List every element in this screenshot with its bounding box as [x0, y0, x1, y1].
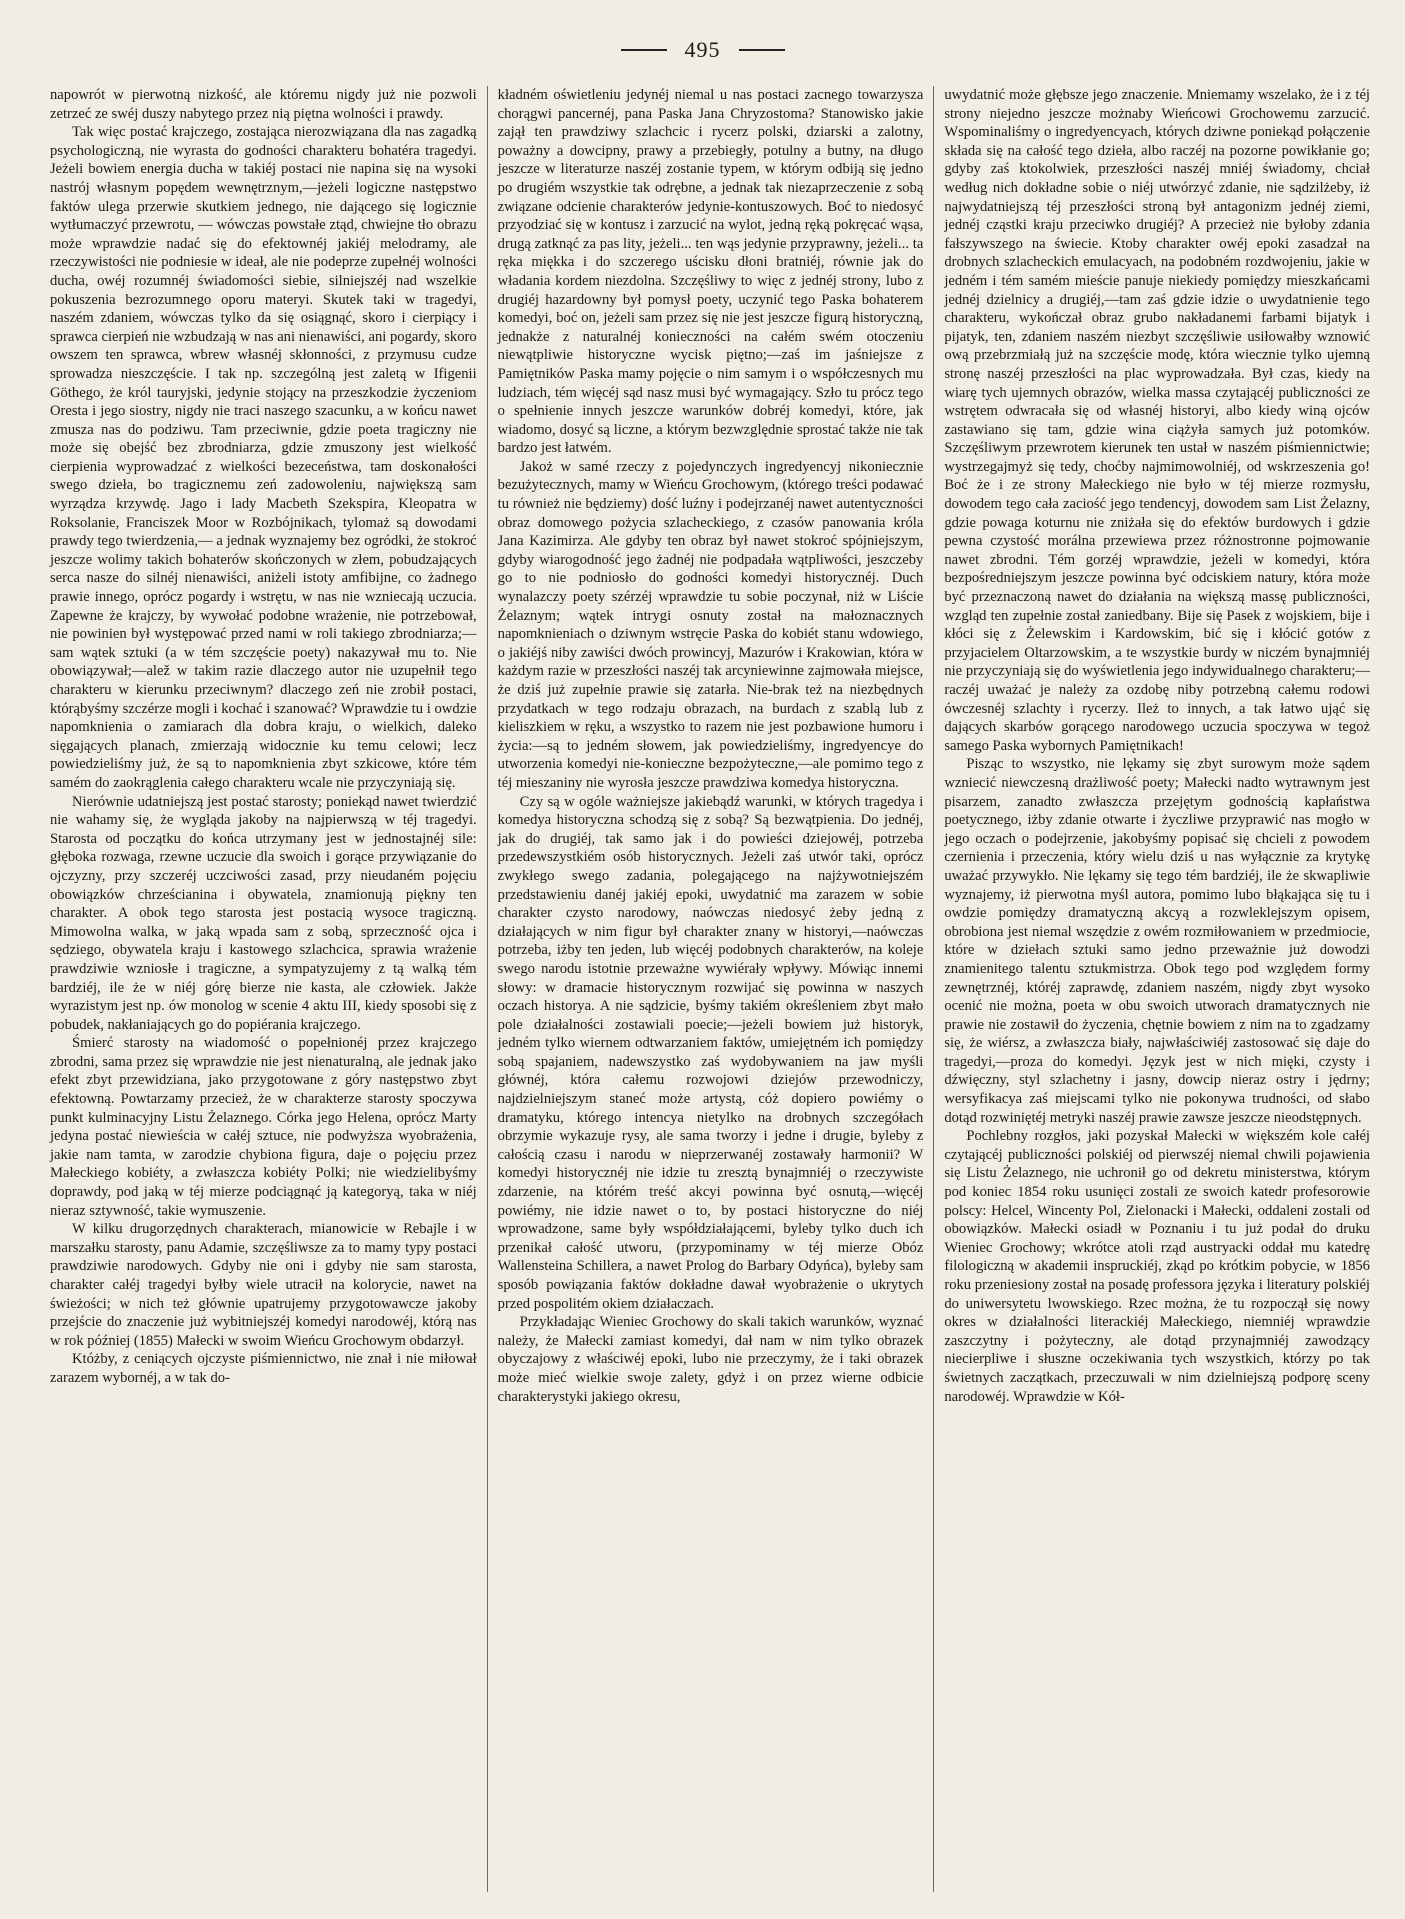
paragraph: Pisząc to wszystko, nie lękamy się zbyt surowym może sądem wzniecić niewczesną drażliwość poety; Małecki nadto wytrawnym jest pisarzem, zanadto zwłaszcza przejętym godnością kapłaństwa poetycznego, iżby zdanie otwarte i życzliwe przyprawić nas mogło w jego oczach o podejrzenie, jakobyśmy popisać się chcieli z powodem czernienia i przeczenia, który wielu dziś u nas wyłącznie za krytykę uważać przywykło. Nie lękamy się tego tém bardziéj, ile że skwapliwie wyznajemy, iż pierwotna myśl autora, pomimo lubo błąkająca się tu i owdzie pomiędzy dramatyczną akcyą a rozwleklejszym opisem, obrobiona jest niemal wszędzie z owém rozmiłowaniem w przedmiocie, które w dziełach sztuki samo jedno przeważnie już dowodzi znamienitego talentu sztukmistrza. Obok tego pod względem formy zewnętrznéj, któréj zaprawdę, zdaniem naszém, nigdy zbyt wysoko ocenić nie można, poeta w obu swoich utworach dramatycznych nie prawie nie zostawił do życzenia, chętnie bowiem z nim na to zgadzamy się, że wiérsz, a zwłaszcza biały, najwłaściwiéj zastosować się daje do tragedyi,—proza do komedyi. Język jest w nich mięki, czysty i dźwięczny, styl szlachetny i jasny, dowcip nieraz ostry i jędrny; wersyfikacya zaś miejscami tylko nie pokonywa trudności, od słabo dotąd rozwiniętéj metryki naszéj prawie zawsze jeszcze nieodstępnych.: [944, 756, 1370, 1126]
paragraph: Przykładając Wieniec Grochowy do skali takich warunków, wyznać należy, że Małecki zamiast komedyi, dał nam w nim tylko obrazek obyczajowy z właściwéj epoki, lubo nie przeczymy, że i taki obrazek może mieć wielkie swoje zalety, gdyż i on przez wierne odbicie charakterystyki jakiego okresu,: [497, 1314, 924, 1405]
left-rule: [621, 49, 667, 51]
paragraph: uwydatnić może głębsze jego znaczenie. Mniemamy wszelako, że i z téj strony niejedno jeszcze możnaby Wieńcowi Grochowemu zarzucić. Wspominaliśmy o ingredyencyach, których dziwne poniekąd połączenie składa się na całość tego dzieła, albo raczéj na pozorne powikłanie go; gdyby zaś ktokolwiek, przeszłości naszéj mniéj świadomy, chciał według nich dokładne sobie o niéj utwórzyć zdanie, nie sądzilżeby, iż najwydatniejszą téj przeszłości stroną był antagonizm jednéj ziemi, jednéj cząstki kraju przeciwko drugiéj? A przecież nie byłoby zdania fałszywszego na świecie. Ktoby charakter owéj epoki zasadzał na drobnych szlacheckich emulacyach, na podobném rozdwojeniu, jakie w jedném i tém samém mieście panuje niekiedy pomiędzy mieszkańcami jednéj dzielnicy a drugiéj,—tam zaś gdzie idzie o uwydatnienie tego charakteru, wykończał obraz grubo nakładanemi farbami bijatyk i pijatyk, ten, zdaniem naszém niezbyt szczęśliwie usiłowałby wznowić ową przebrzmiałą już na szczęście modę, która wiecznie tylko ujemną stronę naszéj przeszłości na plac wyprowadzała. Był czas, kiedy na wiarę tych ujemnych obrazów, wielka massa czytającéj publiczności ze wstrętem odwracała się od własnéj historyi, albo kiedy winą ojców zastawiano się tam, gdzie wina ciążyła samych już potomków. Szczęśliwym przewrotem kierunek ten ustał w naszém piśmiennictwie; wystrzegajmyż się tedy, choćby najmimowolniéj, od wskrzeszenia go! Boć że i ze strony Małeckiego nie było w téj mierze rozmysłu, dowodem tego cała zaciość jego tendencyj, dowodem sam List Żelazny, gdzie powaga koturnu nie zniżała się do efektów burdowych i gdzie pewna czystość morálna przewiewa przez różnostronne pojmowanie nawet zbrodni. Tém gorzéj wprawdzie, jeżeli w komedyi, która bezpośredniejszym jeszcze powinna być odciskiem natury, która może być przeznaczoną nawet do działania na większą massę publiczności, wzgląd ten zupełnie został zaniedbany. Bije się Pasek z wojskiem, bije i kłóci się z Żelewskim i Kardowskim, bić się i kłócić gotów z przyjacielem Oltarzowskim, a te wszystkie burdy w niczém bynajmniéj nie przyczyniają się do wyświetlenia jego indywidualnego charakteru;—raczéj uważać je należy za ozdobę niby potrzebną całemu rodowi ówczesnéj szlachty i rycerzy. Ileż to innych, a tak łatwo ująć się dających skarbów gorącego narodowego uczucia spoczywa w tegoż samego Paska wybornych Pamiętnikach!: [944, 87, 1370, 754]
column-2: [487, 86, 934, 1892]
text-columns: [40, 86, 1380, 1892]
column-1: [40, 86, 487, 1892]
paragraph: Któżby, z ceniących ojczyste piśmiennictwo, nie znał i nie miłował zarazem wybornéj, a w tak do-: [50, 1351, 477, 1386]
page-number: 495: [684, 37, 721, 62]
right-rule: [739, 49, 785, 51]
paragraph: Czy są w ogóle ważniejsze jakiebądź warunki, w których tragedya i komedya historyczna schodzą się z sobą? Są bezwątpienia. Do jednéj, jak do drugiéj, tak samo jak i do powieści dziejowéj, potrzeba przedewszystkiém osób historycznych. Jeżeli zaś utwór taki, oprócz zwykłego swego zadania, polegającego na najżywotniejszém przedstawieniu danéj jakiéj epoki, uwydatnić ma zarazem w sobie charakter czysto narodowy, naówczas niedosyć żeby jedną z działających w nim figur był charakter znany w historyi,—naówczas potrzeba, iżby ten jeden, lub więcéj podobnych charakterów, na koleje swego narodu istotnie przeważne wywiérały wpływy. Mówiąc innemi słowy: w dramacie historycznym rozwijać się powinna w naszych oczach historya. A nie sądzicie, byśmy takiém określeniem zbyt mało pole działalności zostawiali poecie;—jeżeli bowiem już historyk, jedném tylko wiernem odtwarzaniem faktów, umiejętném ich pomiędzy sobą spajaniem, nadewszystko zaś wydobywaniem na jaw myśli głównéj, która całemu rozwojowi dziejów przewodniczy, najdzielniejszym staneć może artystą, cóż dopiero powiémy o dramatyku, którego intencya nietylko na drobnych szczegółach obrzymie wykazuje rysy, ale sama tworzy i jedne i drugie, byleby z całością czasu i narodu w nieprzerwanéj zostawały harmonii? W komedyi historycznéj nie idzie tu zresztą bynajmniéj o rzeczywiste zdarzenie, na którém treść akcyi powinna być osnutą,—więcéj powiémy, nie idzie nawet o to, by postaci historyczne do niéj wprowadzone, same były współdziałającemi, byleby tylko duch ich przenikał całość utworu, (przypominamy w téj mierze Obóz Wallensteina Schillera, a nawet Prolog do Barbary Odyńca), byleby sam sposób powiązania faktów dokładne dawał wyobrażenie o ukrytych przed pospolitém okiem działaczach.: [497, 793, 924, 1312]
paragraph: napowrót w pierwotną nizkość, ale któremu nigdy już nie pozwoli zetrzeć ze swéj duszy nabytego przez nią piętna wolności i prawdy.: [50, 87, 477, 122]
paragraph: Pochlebny rozgłos, jaki pozyskał Małecki w większém kole całéj czytającéj publiczności polskiéj od pierwszéj niemal chwili pojawienia się Listu Żelaznego, nie uchronił go od dekretu ministerstwa, którym pod koniec 1854 roku usunięci zostali ze swoich katedr profesorowie polscy: Helcel, Wincenty Pol, Zielonacki i Małecki, oddaleni zostali od obowiązków. Małecki osiadł w Poznaniu i tu już podał do druku Wieniec Grochowy; wkrótce atoli rząd austryacki oddał mu katedrę filologiczną w akademii inspruckiéj, zkąd po krótkim pobycie, w 1856 roku przeniesiony został na posadę professora języka i literatury polskiéj do uniwersytetu lwowskiego. Rzec można, że tu rozpoczął się nowy okres w działalności literackiéj Małeckiego, niemniéj wprawdzie zaszczytny i pożyteczny, ale dotąd przynajmniéj zawodzący niecierpliwe i słuszne oczekiwania tych wszystkich, którzy po tak świetnych zaczątkach, przeczuwali w nim dzielniejszą podporę sceny narodowéj. Wprawdzie w Kół-: [944, 1128, 1370, 1405]
paragraph: Tak więc postać krajczego, zostająca nierozwiązana dla nas zagadką psychologiczną, nie wyrasta do godności charakteru bohatéra tragedyi. Jeżeli bowiem energia ducha w takiéj postaci nie napina się na wysoki nastrój własnym popędem wewnętrznym,—jeżeli logiczne następstwo faktów ulega przerwie skutkiem jednego, nie dającego się logicznie wytłumaczyć przewrotu, — wówczas powstałe ztąd, chwiejne tło obrazu może wprawdzie nadać się do efektownéj jakiéj melodramy, ale rzeczywistości nie podniesie w ideał, ale nie podeprze zupełnéj wolności ducha, owéj rozumnéj świadomości siebie, silniejszéj nad wszelkie pokuszenia bezrozumnego oporu materyi. Skutek taki w tragedyi, naszém zdaniem, wówczas tylko da się osiągnąć, skoro i cierpiący i sprawca cierpień nie wzbudzają w nas ani nienawiści, ani pogardy, skoro owszem ten sprawca, wbrew własnéj skłonności, z przymusu cudze sprowadza nieszczęście. I tak np. szczególną jest zaletą w Ifigenii Göthego, że król tauryjski, jedynie stojący na przeszkodzie życzeniom Oresta i jego siostry, nigdy nie traci naszego szacunku, a w końcu nawet zmusza nas do podziwu. Tam przeciwnie, gdzie poeta tragiczny nie może się obejść bez zbrodniarza, gdzie zmuszony jest wielkość cierpienia wyprowadzać z wielkości bezeceństwa, tam doskonałości swego dzieła, bo tragicznemu zeń zadowoleniu, największą sam wyrządza krzywdę. Jago i lady Macbeth Szekspira, Kleopatra w Roksolanie, Franciszek Moor w Rozbójnikach, tylomaż są dowodami prawdy tego twierdzenia,— a jednak wyznajemy bez ogródki, że stokroć jeszcze wolimy takich bohaterów skończonych w złem, pobudzających serca nasze do silnéj nienawiści, aniżeli istoty amfibijne, co żadnego prawie innego, oprócz pogardy i wstrętu, w nas nie wzniecają uczucia. Zapewne że krajczy, by wywołać podobne wrażenie, nie potrzebował, nie powinien był występować przed nami w roli takiego zbrodniarza;—sam wątek sztuki (a w tém szczęście poety) nakazywał mu to. Nie obowiązywał;—alež w takim razie dlaczego autor nie uzupełnił tego charakteru w kierunku przeciwnym? dlaczego zeń nie zrobił postaci, którąbyśmy szczérze mogli i kochać i szanować? Wprawdzie tu i owdzie napomknienia o zamiarach dla dobra kraju, o wielkich, daleko sięgających planach, zmierzają widocznie ku temu celowi; lecz powiedzieliśmy już, że są to napomknienia zbyt szkicowe, które tém samém do zaokrąglenia całego charakteru wcale nie przyczyniają się.: [50, 124, 477, 791]
paragraph: W kilku drugorzędnych charakterach, mianowicie w Rebajle i w marszałku starosty, panu Adamie, szczęśliwsze za to mamy typy postaci prawdziwie narodowych. Gdyby nie oni i gdyby nie sam starosta, charakter całéj tragedyi byłby wiele utracił na kolorycie, nawet na świeżości; w nich też głównie upatrujemy przygotowawcze jakoby przejście do znaczenie już wybitniejszéj komedyi narodowéj, którą nas w rok później (1855) Małecki w swoim Wieńcu Grochowym obdarzył.: [50, 1221, 477, 1349]
paragraph: Jakoż w samé rzeczy z pojedynczych ingredyencyj nikoniecznie bezużytecznych, mamy w Wieńcu Grochowym, (którego treści podawać tu również nie będziemy) dość luźny i podejrzanéj nawet autentyczności obraz domowego pożycia szlacheckiego, z czasów panowania króla Jana Kazimirza. Ale gdyby ten obraz był nawet stokroć spójniejszym, gdyby wiarogodność jego żadnéj nie podpadała wątpliwości, jeszczeby go to nie podniosło do godności komedyi historycznéj. Duch wynalazczy poety szérzéj wprawdzie tu sobie poczynał, niż w Liście Żelaznym; wątek intrygi osnuty został na małoznacznych napomknieniach o dziwnym wstręcie Paska do kobiét stanu wdowiego, o jakiéjś niby zawiści dwóch prowincyj, Mazurów i Krakowian, która w każdym razie w przeszłości naszéj tak arcyniewinne zajmowała miejsce, że dziś już zupełnie prawie się zatarła. Nie-brak też na niezbędnych przydatkach w tego rodzaju obrazach, na burdach z szablą lub z kieliszkiem w ręku, a wszystko to razem nie jest pozbawione humoru i życia:—są to jedném słowem, jak powiedzieliśmy, ingredyencye do utworzenia komedyi nie-konieczne bezpożyteczne,—ale pomimo tego z téj mieszaniny nie wyrosła jeszcze prawdziwa komedya historyczna.: [497, 458, 924, 791]
column-3: [933, 86, 1380, 1892]
paragraph: Śmierć starosty na wiadomość o popełnionéj przez krajczego zbrodni, sama przez się wprawdzie nie jest nienaturalną, ale jednak jako efekt zbyt przewidziana, jako przygotowane z góry następstwo zbyt efektowną. Powtarzamy przecież, że w charakterze starosty spoczywa punkt kulminacyjny Listu Żelaznego. Córka jego Helena, oprócz Marty jedyna postać niewieścia w całéj sztuce, nie podwyższa wyobrażenia, jakie nam tamta, w zarodzie chybiona figura, daje o pojęciu przez Małeckiego kobiéty, a zwłaszcza kobiéty Polki; nie wiedzielibyśmy doprawdy, pod jaką w téj mierze podciągnąć ją kategoryą, taka w niéj nieraz sztywność, takie wymuszenie.: [50, 1035, 477, 1219]
paragraph: Nierównie udatniejszą jest postać starosty; poniekąd nawet twierdzić nie wahamy się, że wygląda jakoby na najpierwszą w téj tragedyi. Starosta od początku do końca utrzymany jest w jednostajnéj sile: głęboka rozwaga, rzewne uczucie dla swoich i gorące przywiązanie do ojczyzny, przy szczeréj uczciwości zasad, przy nieudaném pojęciu obowiązków chrześcianina i obywatela, znamionują piękny ten charakter. A obok tego starosta jest postacią wysoce tragiczną. Mimowolna walka, w jaką wpada sam z sobą, sprzeczność ojca i sędziego, obywatela kraju i kastowego szlachcica, sprawia wrażenie prawdziwie wzniosłe i tragiczne, a sympatyzujemy z tą walką tém bardziéj, ile że w niéj górę bierze nie kasta, ale człowiek. Jakże wyrazistym jest np. ów monolog w scenie 4 aktu III, kiedy sposobi się z pobudek, nakłaniających go do popiérania krajczego.: [50, 793, 477, 1033]
paragraph: kładném oświetleniu jedynéj niemal u nas postaci zacnego towarzysza chorągwi pancernéj, pana Paska Jana Chryzostoma? Stanowisko jakie zajął ten prawdziwy szlachcic i rycerz polski, dziarski a zalotny, poważny a dowcipny, prawy a przebiegły, potulny a butny, na długo jeszcze w literaturze naszéj zostanie typem, w którym odbiją się jedno po drugiém wszystkie tak odrębne, a jednak tak niezaprzeczenie z sobą związane odcienie charakterów jedynie-kontuszowych. Boć to niedosyć przyodziać się w kontusz i zarzucić na wylot, jedną ręką pokręcać wąsa, drugą zatknąć za pas lity, jeżeli... ten wąs jedynie przyprawny, jeżeli... ta ręka miękka i do szczerego uścisku dłoni bratniéj, równie jak do władania kordem niezdolna. Szczęśliwy to więc z jednéj strony, lubo z drugiéj hazardowny był pomysł poety, uczynić tego Paska bohaterem komedyi, boć on, jeżeli sam przez się nie jest jeszcze figurą historyczną, jednakże z naturalnéj konieczności na całém swém otoczeniu niewątpliwie historyczne wycisk piętno;—zaś im jaśniejsze z Pamiętników Paska mamy pojęcie o nim samym i o współczesnych mu ludziach, tém więcéj sąd nasz musi być wymagający. Szło tu prócz tego o spełnienie innych jeszcze warunków dobréj komedyi, które, jak wiadomo, dosyć są liczne, a którym bezwzględnie sprostać także nie tak bardzo jest łatwém.: [497, 87, 924, 457]
page-header: [0, 30, 1405, 70]
